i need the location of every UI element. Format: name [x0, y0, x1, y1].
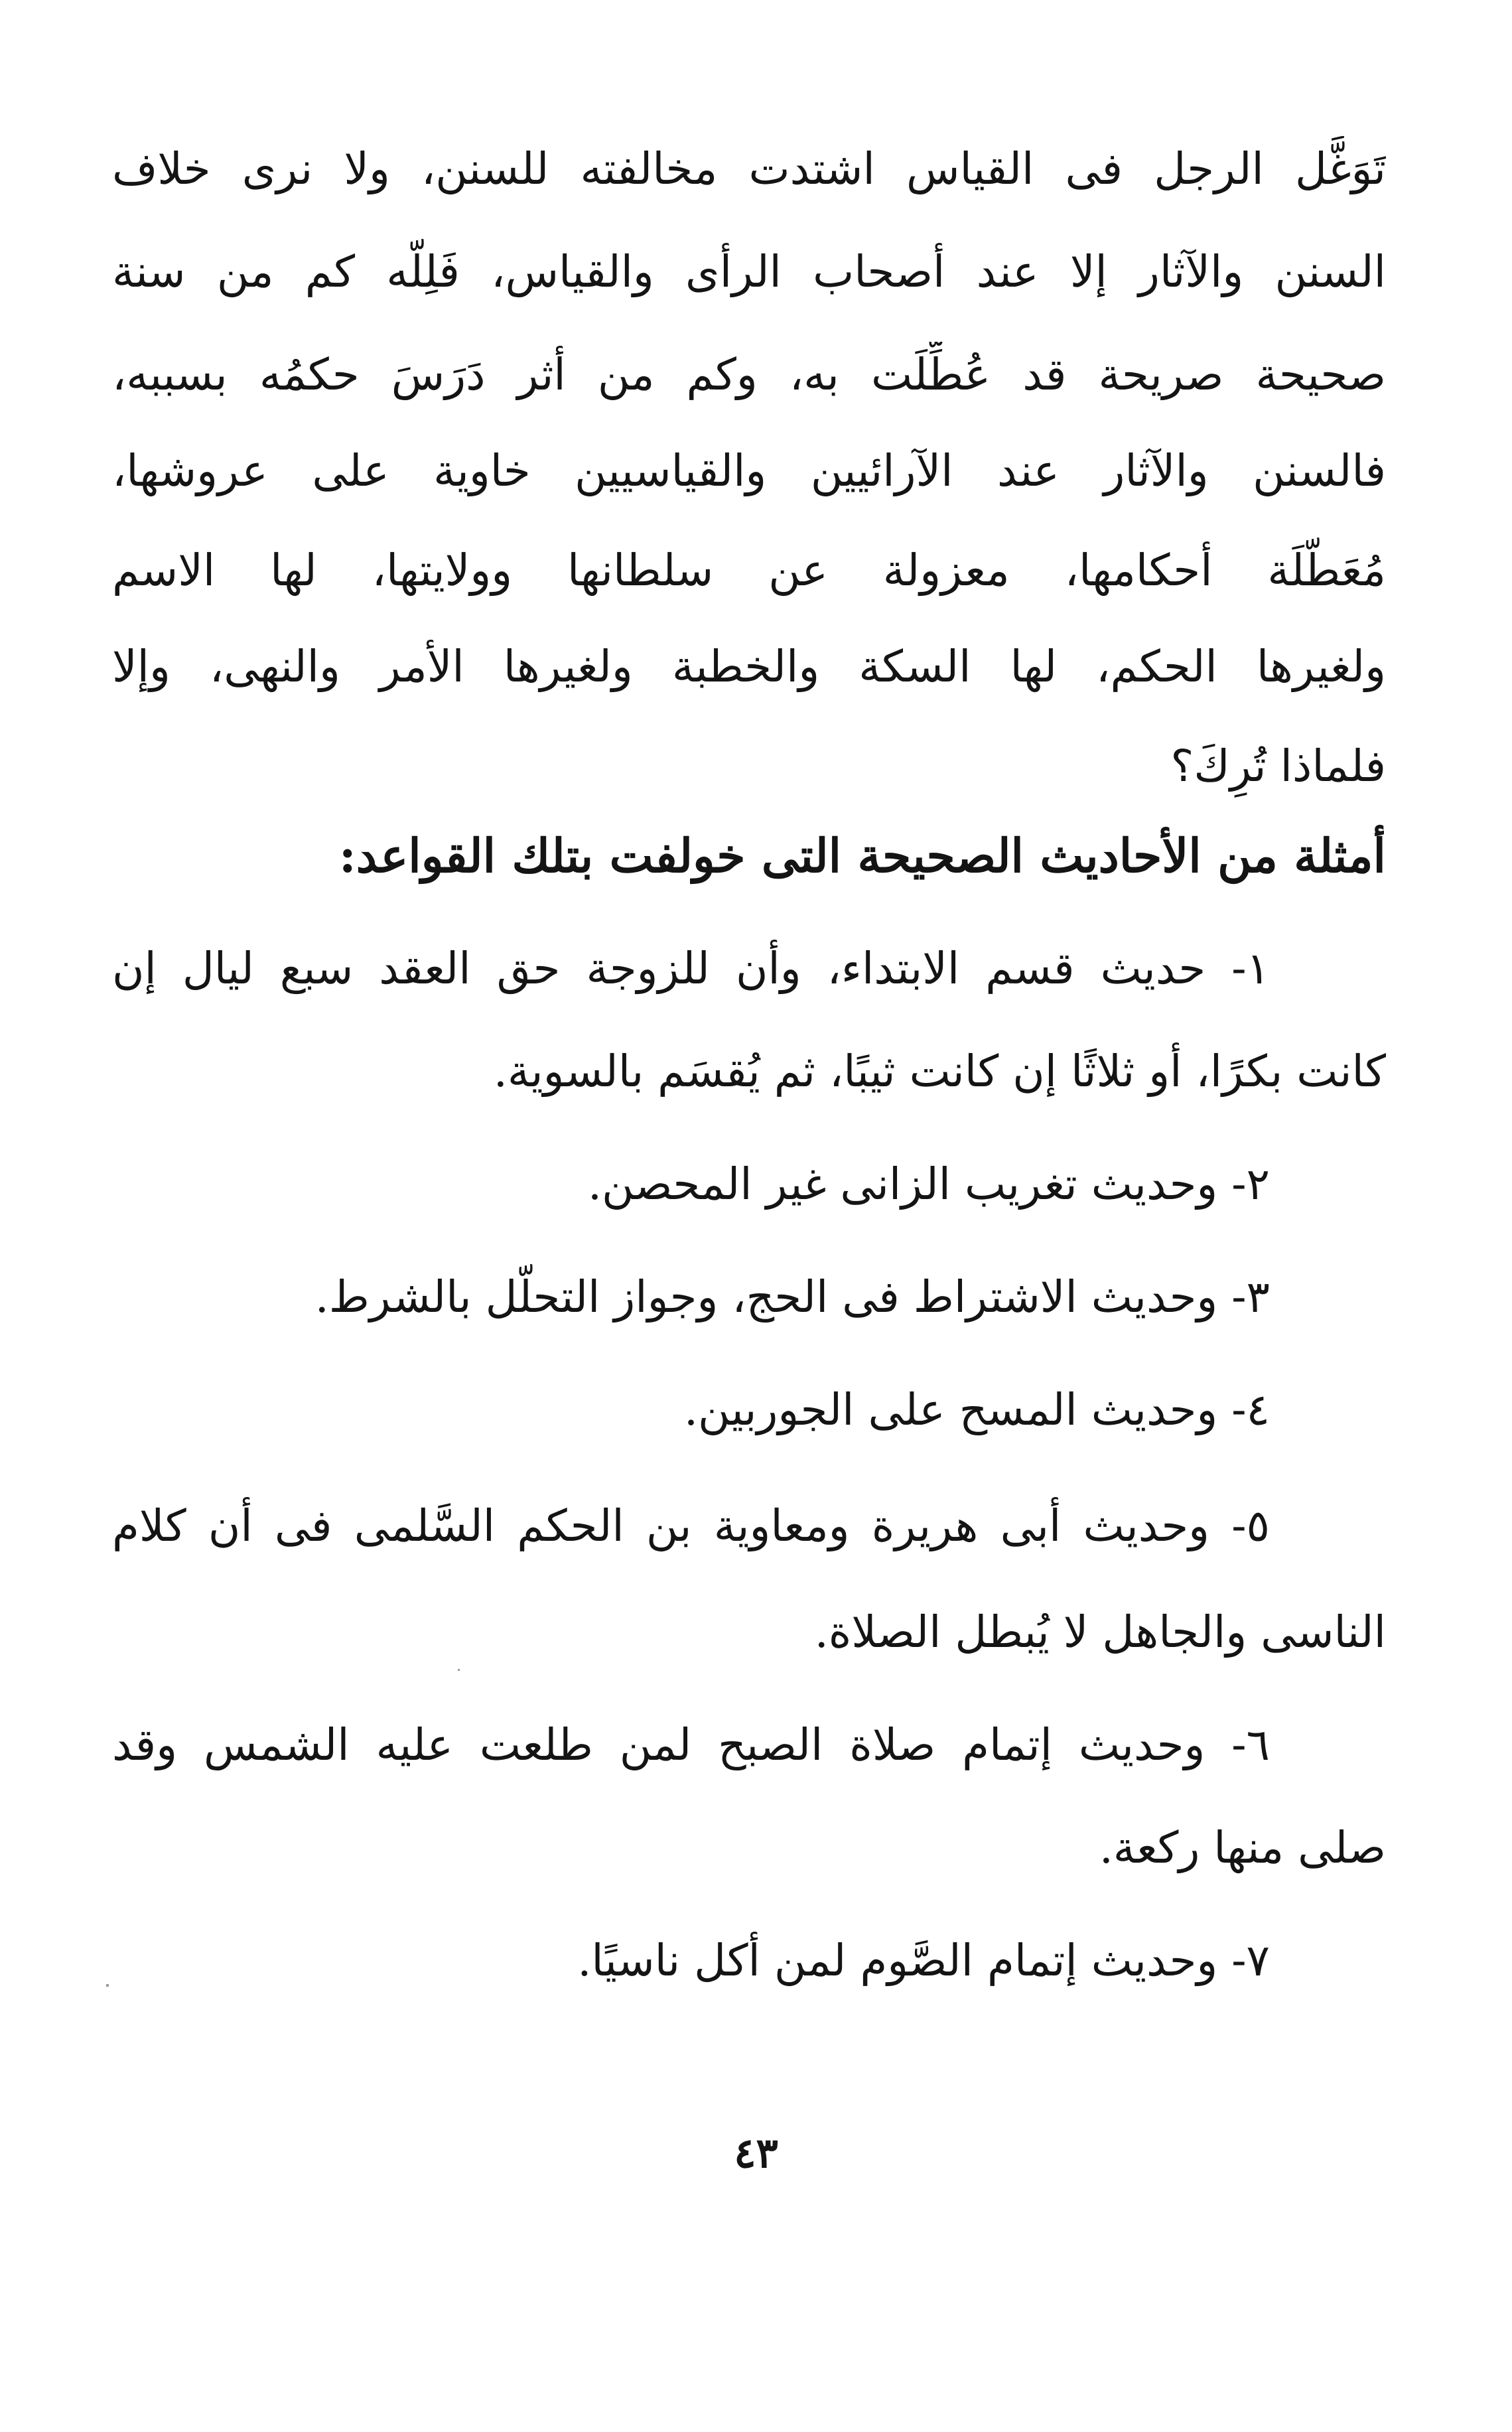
text-line: السنن والآثار إلا عند أصحاب الرأى والقياس، فَلِلَّه كم من سنة — [112, 246, 1386, 297]
list-item-7: ٧- وحديث إتمام الصَّوم لمن أكل ناسيًا. — [577, 1935, 1270, 1986]
list-item-5-line-1: ٥- وحديث أبى هريرة ومعاوية بن الحكم السَّلمى فى أن كلام — [112, 1500, 1270, 1551]
list-item-1-line-2: كانت بكرًا، أو ثلاثًا إن كانت ثيبًا، ثم يُقسَم بالسوية. — [493, 1046, 1386, 1097]
page-number: ٤٣ — [734, 2129, 778, 2177]
text-line: صحيحة صريحة قد عُطِّلَت به، وكم من أثر دَرَسَ حكمُه بسببه، — [112, 349, 1386, 400]
list-item-2: ٢- وحديث تغريب الزانى غير المحصن. — [587, 1159, 1270, 1210]
list-item-5-line-2: الناسى والجاهل لا يُبطل الصلاة. — [814, 1607, 1386, 1658]
text-line: مُعَطَّلَة أحكامها، معزولة عن سلطانها وولايتها، لها الاسم — [112, 545, 1386, 596]
text-line: فلماذا تُرِكَ؟ — [1170, 741, 1386, 792]
list-item-1-line-1: ١- حديث قسم الابتداء، وأن للزوجة حق العقد سبع ليال إن — [112, 943, 1270, 994]
list-item-6-line-2: صلى منها ركعة. — [1099, 1822, 1386, 1873]
scan-speck — [458, 1669, 460, 1671]
scan-speck — [106, 1984, 109, 1987]
section-heading: أمثلة من الأحاديث الصحيحة التى خولفت بتلك القواعد: — [338, 828, 1386, 883]
list-item-3: ٣- وحديث الاشتراط فى الحج، وجواز التحلُّل بالشرط. — [314, 1271, 1270, 1323]
list-item-4: ٤- وحديث المسح على الجوربين. — [683, 1384, 1270, 1435]
text-line: فالسنن والآثار عند الآرائيين والقياسيين خاوية على عروشها، — [112, 445, 1386, 496]
text-line: ولغيرها الحكم، لها السكة والخطبة ولغيرها الأمر والنهى، وإلا — [112, 641, 1386, 692]
list-item-6-line-1: ٦- وحديث إتمام صلاة الصبح لمن طلعت عليه الشمس وقد — [112, 1719, 1270, 1770]
text-line: تَوَغَّل الرجل فى القياس اشتدت مخالفته للسنن، ولا نرى خلاف — [112, 143, 1386, 194]
